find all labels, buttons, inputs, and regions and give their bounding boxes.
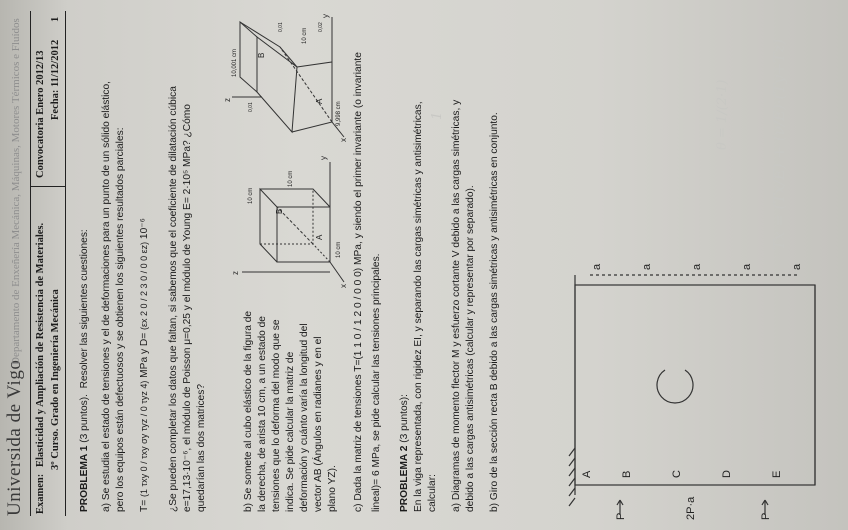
problem1-a-line-2: pero los equipos están defectuosos y se obtienen los siguientes resultados parciales: xyxy=(115,127,126,512)
beam-figure xyxy=(560,260,830,520)
problem1-title xyxy=(78,229,92,512)
exam-call: Convocatoria Enero 2012/13 xyxy=(35,50,46,178)
cube2-label-x: x xyxy=(339,138,348,142)
problem1-question-2: e=17,13·10⁻⁶, el módulo de Poisson μ=0,25 y el módulo de Young E= 2·10⁵ MPa? ¿Cómo xyxy=(182,104,193,512)
problem1-points: (3 puntos). xyxy=(79,394,90,443)
problem1-c-line-1: c) Dada la matriz de tensiones T=(1 1 0 / 1 2 0 / 0 0 0) MPa, y siendo el primer invariante (o invariante xyxy=(353,52,364,512)
cube1-label-a: A xyxy=(315,234,324,240)
handwriting-eq-1: θ = 1/(2·1) xyxy=(715,79,730,150)
problem2-title xyxy=(398,394,412,512)
problem1-b-line-5: deformación y cuánto varía la longitud del xyxy=(299,323,310,512)
problem2-intro-1: En la viga representada, con rigidez EI, y separando las cargas simétricas y antisimétricas, xyxy=(413,101,424,512)
header-rule-top xyxy=(30,11,31,516)
beam-load-p-left: P xyxy=(615,512,627,520)
cube2-angle-2: 0,01 xyxy=(278,22,284,32)
problem1-a-formula xyxy=(138,218,152,512)
cube1-label-z: z xyxy=(231,271,240,275)
problem1-a-line-1: a) Se estudia el estado de tensiones y el de deformaciones para un punto de un sólido elástico, xyxy=(101,81,112,512)
cube2-label-b: B xyxy=(257,52,266,58)
handwriting-eq-2: Tx = (Tx/E) + (ν/E)·(Ty+Tz) xyxy=(770,38,788,250)
beam-span-2: a xyxy=(641,263,653,270)
cube2-label-y: y xyxy=(321,14,330,18)
problem2-a-line-1: a) Diagramas de momento flector M y esfuerzo cortante V debido a las cargas simétricas, y xyxy=(451,99,462,512)
formula-end: 10⁻⁶ xyxy=(139,218,150,240)
problem1-question-1: ¿Se pueden completar los datos que faltan, si sabemos que el coeficiente de dilatación cúbica xyxy=(168,86,179,512)
beam-load-p-right: P xyxy=(760,512,772,520)
beam-point-b: B xyxy=(621,470,633,478)
university-name: Universida de Vigo xyxy=(4,359,25,516)
cube2-label-a: A xyxy=(315,98,324,104)
t-matrix: (1 τxy 0 / τxy σy τyz / 0 τyz 4) xyxy=(139,380,149,497)
beam-span-5: a xyxy=(791,263,803,270)
beam-span-3: a xyxy=(691,263,703,270)
cube1-dim-1: 10 cm xyxy=(336,241,342,258)
problem2-b-line: b) Giro de la sección recta B debido a las cargas simétricas y antisimétricas en conjunto. xyxy=(489,112,500,512)
department-name: Departamento de Enxeñería Mecánica, Máquinas, Motores Térmicos e Fluídos xyxy=(10,18,22,365)
header-rule-bottom xyxy=(65,11,66,516)
cubes-figure xyxy=(222,12,347,302)
cube1-dim-2: 10 cm xyxy=(288,170,294,187)
exam-date: Fecha: 11/12/2012 xyxy=(50,39,61,120)
exam-title: Elasticidad y Ampliación de Resistencia de Materiales. xyxy=(35,222,46,467)
cube1-dim-3: 10 cm xyxy=(248,187,254,204)
problem2-intro-2: calcular: xyxy=(427,474,438,512)
handwriting-mark: 1 xyxy=(430,111,445,120)
problem1-b-line-2: la derecha, de arista 10 cm, a un estado de xyxy=(257,316,268,512)
cube2-dim-3: 10 cm xyxy=(302,27,308,44)
cube2-angle-3: 0,02 xyxy=(318,22,324,32)
formula-mid: MPa y D= xyxy=(139,332,150,378)
problem1-b-line-6: vector AB (Ángulos en radianes y en el xyxy=(313,336,324,512)
exam-label: Examen: xyxy=(35,473,46,514)
problem1-b-line-3: tensiones que lo deforma del modo que se xyxy=(271,319,282,512)
cube1-label-y: y xyxy=(319,156,328,160)
header-divider xyxy=(30,186,65,187)
cube2-dim-2: 9,998 cm xyxy=(336,101,342,126)
cube2-label-z: z xyxy=(223,98,232,102)
beam-span-1: a xyxy=(591,263,603,270)
beam-point-c: C xyxy=(671,470,683,478)
page-marker: 1 xyxy=(50,16,61,22)
problem2-heading: PROBLEMA 2 xyxy=(399,445,410,512)
beam-point-e: E xyxy=(771,470,783,478)
beam-point-a: A xyxy=(581,470,593,478)
cube1-label-b: B xyxy=(275,208,284,214)
cube1-label-x: x xyxy=(339,284,348,288)
d-matrix: (εx 2 0 / 2 3 0 / 0 0 εz) xyxy=(139,241,149,330)
problem1-heading: PROBLEMA 1 xyxy=(79,445,90,512)
problem2-a-line-2: debido a las cargas antisimétricas (calcular y representar por separado). xyxy=(465,185,476,512)
beam-point-d: D xyxy=(721,470,733,478)
beam-moment-label: 2P·a xyxy=(685,496,697,520)
problem1-b-line-4: indica. Se pide calcular la matriz de xyxy=(285,351,296,512)
problem1-b-line-7: plano YZ). xyxy=(327,465,338,512)
cube2-dim-1: 10,001 cm xyxy=(232,48,238,77)
problem1-c-line-2: lineal)= 6 MPa, se pide calcular las tensiones principales. xyxy=(371,253,382,512)
problem1-question-3: quedarían las dos matrices? xyxy=(196,384,207,512)
beam-span-4: a xyxy=(741,263,753,270)
problem1-b-line-1: b) Se somete al cubo elástico de la figura de xyxy=(243,310,254,512)
course-name: 3º Curso. Grado en Ingeniería Mecánica xyxy=(50,289,61,470)
problem1-intro: Resolver las siguientes cuestiones: xyxy=(79,229,90,389)
problem2-points: (3 puntos): xyxy=(399,394,410,443)
formula-t-start: T= xyxy=(139,499,150,512)
cube2-angle-1: 0,01 xyxy=(248,102,254,112)
